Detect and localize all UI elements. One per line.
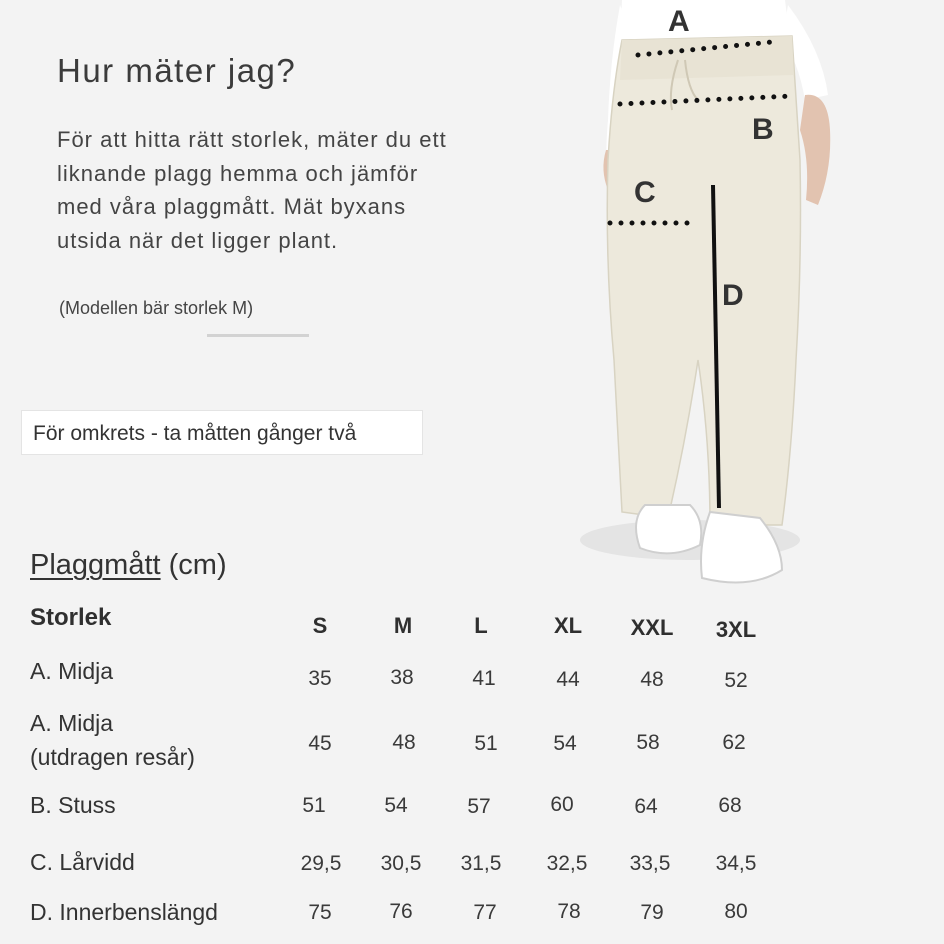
table-cell: 62 [722,731,746,754]
table-cell: 64 [634,795,658,818]
table-cell: 58 [636,731,660,754]
row-label: D. Innerbenslängd [30,899,218,925]
right-hand [800,95,830,205]
size-table-title-main: Plaggmått [30,549,161,581]
table-cell: 33,5 [629,852,671,875]
table-cell: 44 [556,668,580,691]
size-col-header: XL [553,613,583,638]
intro-line: För att hitta rätt storlek, mäter du ett [57,127,447,152]
model-size-note: (Modellen bär storlek M) [59,298,254,318]
row-label: A. Midja [30,710,114,736]
intro-line: liknande plagg hemma och jämför [57,160,419,186]
measure-label-a: A [668,5,690,38]
table-cell: 57 [467,795,491,818]
table-cell: 76 [389,900,413,923]
page-title: Hur mäter jag? [57,52,297,89]
model-illustration [560,0,860,600]
size-col-header: M [393,613,413,638]
size-table-title-unit: (cm) [168,549,227,581]
table-cell: 80 [724,900,748,923]
table-cell: 30,5 [380,852,422,875]
table-cell: 77 [473,901,497,924]
row-label: C. Lårvidd [30,849,135,875]
table-cell: 78 [557,900,581,923]
table-cell: 32,5 [546,852,588,875]
size-col-header: XXL [630,615,674,640]
size-header-label: Storlek [30,604,112,631]
table-cell: 48 [640,668,664,691]
table-cell: 35 [308,667,332,690]
intro-line: med våra plaggmått. Mät byxans [57,194,407,219]
table-cell: 34,5 [715,852,757,875]
pants [607,36,800,525]
table-cell: 79 [640,901,664,924]
left-shoe [636,505,701,553]
measure-label-d: D [722,279,744,312]
table-cell: 45 [308,732,332,755]
circumference-note: För omkrets - ta måtten gånger två [21,410,423,455]
size-col-header: 3XL [715,617,757,642]
table-cell: 41 [472,667,496,690]
table-cell: 38 [390,666,414,689]
row-label: A. Midja [30,658,114,684]
table-cell: 54 [384,794,408,817]
table-cell: 51 [474,732,498,755]
row-label-sub: (utdragen resår) [30,744,195,770]
table-cell: 51 [302,794,326,817]
table-cell: 29,5 [300,852,342,875]
size-col-header: L [474,613,488,638]
table-cell: 48 [392,731,416,754]
measure-label-b: B [752,113,774,146]
table-cell: 75 [308,901,332,924]
intro-text [57,123,517,257]
table-cell: 68 [718,794,742,817]
table-cell: 31,5 [460,852,502,875]
table-cell: 54 [553,732,577,755]
row-label: B. Stuss [30,792,116,818]
table-cell: 52 [724,669,748,692]
size-col-header: S [312,613,328,638]
measure-label-c: C [634,176,656,209]
size-table-title [30,549,227,582]
table-cell: 60 [550,793,574,816]
intro-line: utsida när det ligger plant. [57,227,339,253]
divider [207,334,309,337]
